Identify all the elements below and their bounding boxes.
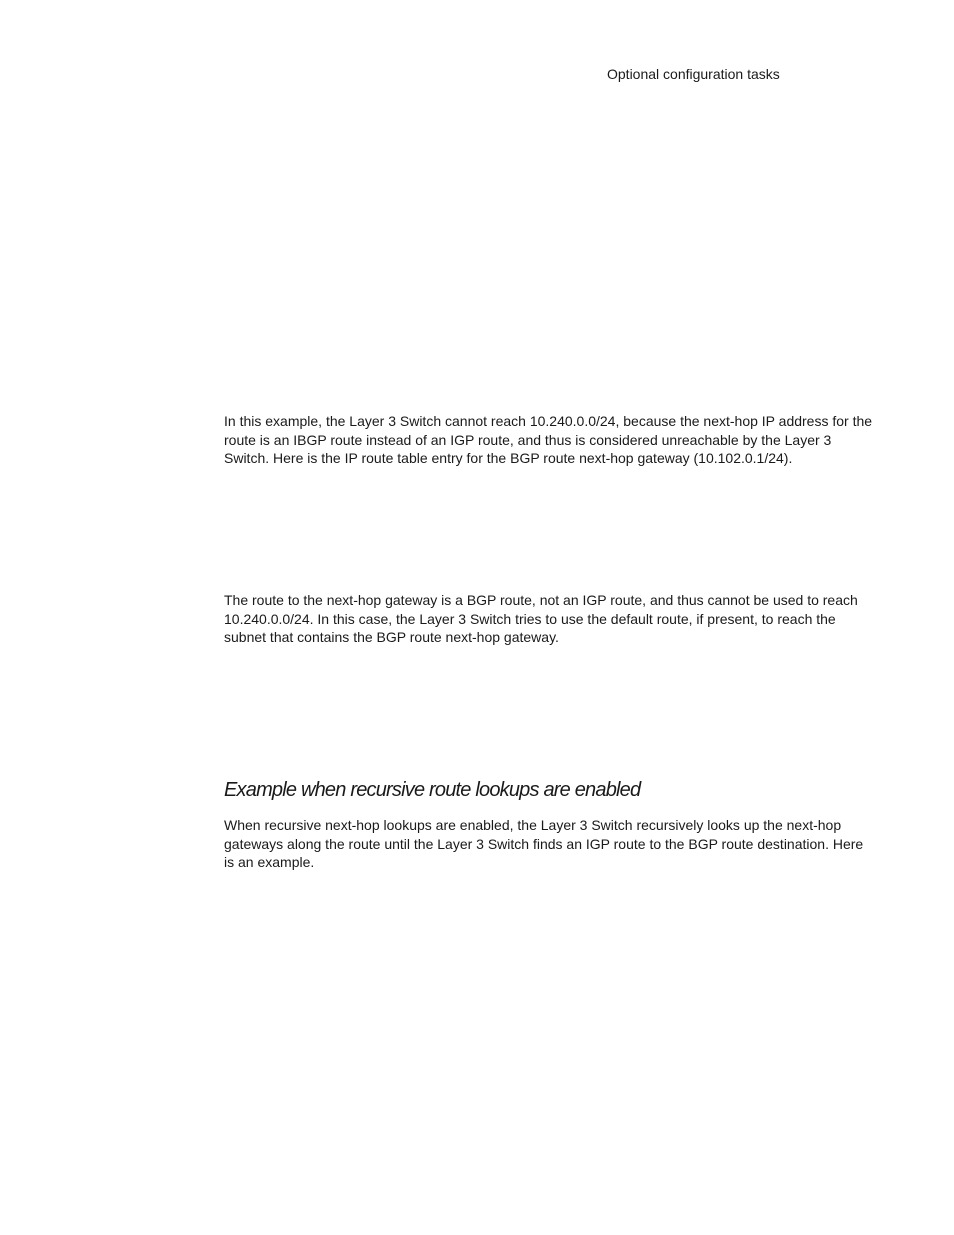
paragraph-default-route: The route to the next-hop gateway is a BGP route, not an IGP route, and thus cannot be used to reach 10.240.0.0/24. In this case, the Layer 3 Switch tries to use the default route, if present, to reach the subnet that contains the BGP route next-hop gateway. (224, 592, 858, 646)
paragraph-unreachable-next-hop: In this example, the Layer 3 Switch cannot reach 10.240.0.0/24, because the next-hop IP address for the route is an IBGP route instead of an IGP route, and thus is considered unreachable by the Layer 3 Switch. Here is the IP route table entry for the BGP route next-hop gateway (10.102.0.1/24). (224, 413, 873, 467)
section-heading-recursive-lookups: Example when recursive route lookups are enabled (224, 779, 641, 801)
running-header: Optional configuration tasks (607, 66, 780, 82)
paragraph-recursive-lookups: When recursive next-hop lookups are enabled, the Layer 3 Switch recursively looks up the next-hop gateways along the route until the Layer 3 Switch finds an IGP route to the BGP route destination. Here is an example. (224, 817, 864, 871)
